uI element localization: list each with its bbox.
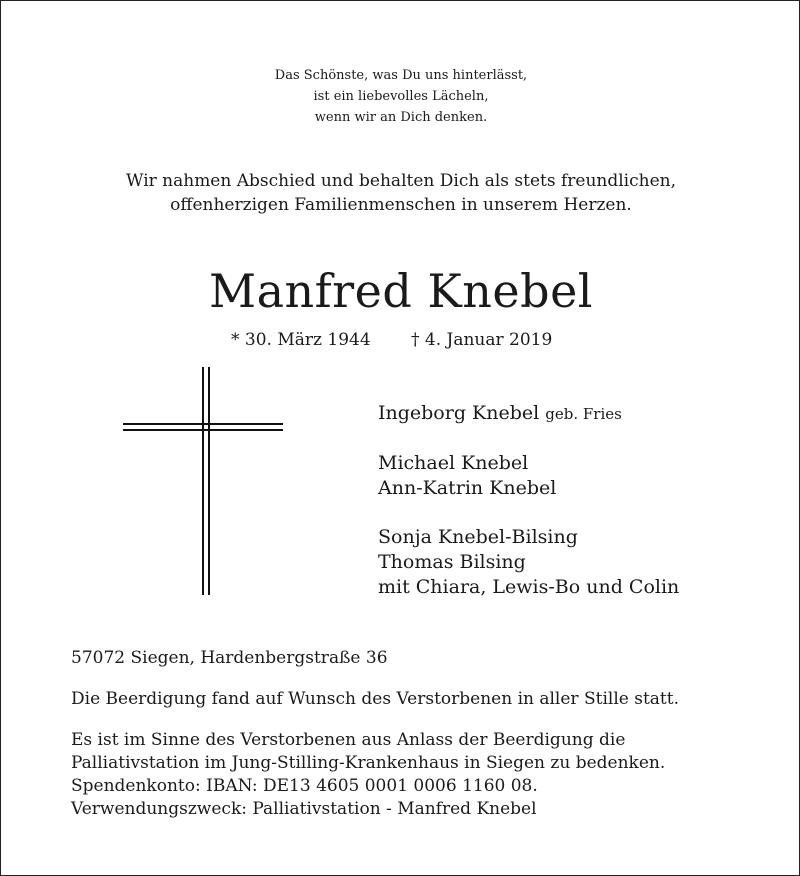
family-group-1 [378,451,679,501]
spouse-name: Ingeborg Knebel [378,402,540,424]
deceased-name: Manfred Knebel [208,264,594,318]
poem-line: Das Schönste, was Du uns hinterlässt, [274,68,528,83]
poem-line: ist ein liebevolles Lächeln, [313,89,489,104]
donation-text [71,729,679,821]
family-member: Michael Knebel [378,452,529,474]
intro-line: Wir nahmen Abschied und behalten Dich als stets freundlichen, [126,171,676,191]
family-group-spouse [378,401,679,427]
poem [1,65,800,128]
intro-line: offenherzigen Familienmenschen in unserem Herzen. [170,195,632,215]
notice-footer [71,647,679,839]
family-member: mit Chiara, Lewis-Bo und Colin [378,576,680,598]
family-member: Ann-Katrin Knebel [378,477,557,499]
family-group-2 [378,525,679,600]
intro-text [1,169,800,217]
poem-line: wenn wir an Dich denken. [314,110,488,125]
birth-date: * 30. März 1944 [231,330,371,350]
cross-icon [123,367,283,595]
donation-line: Spendenkonto: IBAN: DE13 4605 0001 0006 1160 08. [71,776,538,796]
donation-line: Verwendungszweck: Palliativstation - Manfred Knebel [71,799,537,819]
address: 57072 Siegen, Hardenbergstraße 36 [71,648,388,668]
donation-line: Palliativstation im Jung-Stilling-Krankenhaus in Siegen zu bedenken. [71,753,666,773]
family-member: Thomas Bilsing [378,551,526,573]
death-date: † 4. Januar 2019 [411,330,553,350]
family-member: Sonja Knebel-Bilsing [378,526,578,548]
funeral-note: Die Beerdigung fand auf Wunsch des Verstorbenen in aller Stille statt. [71,689,679,709]
spouse-maiden-name: geb. Fries [545,405,622,423]
donation-line: Es ist im Sinne des Verstorbenen aus Anlass der Beerdigung die [71,730,626,750]
family-list [378,401,679,624]
